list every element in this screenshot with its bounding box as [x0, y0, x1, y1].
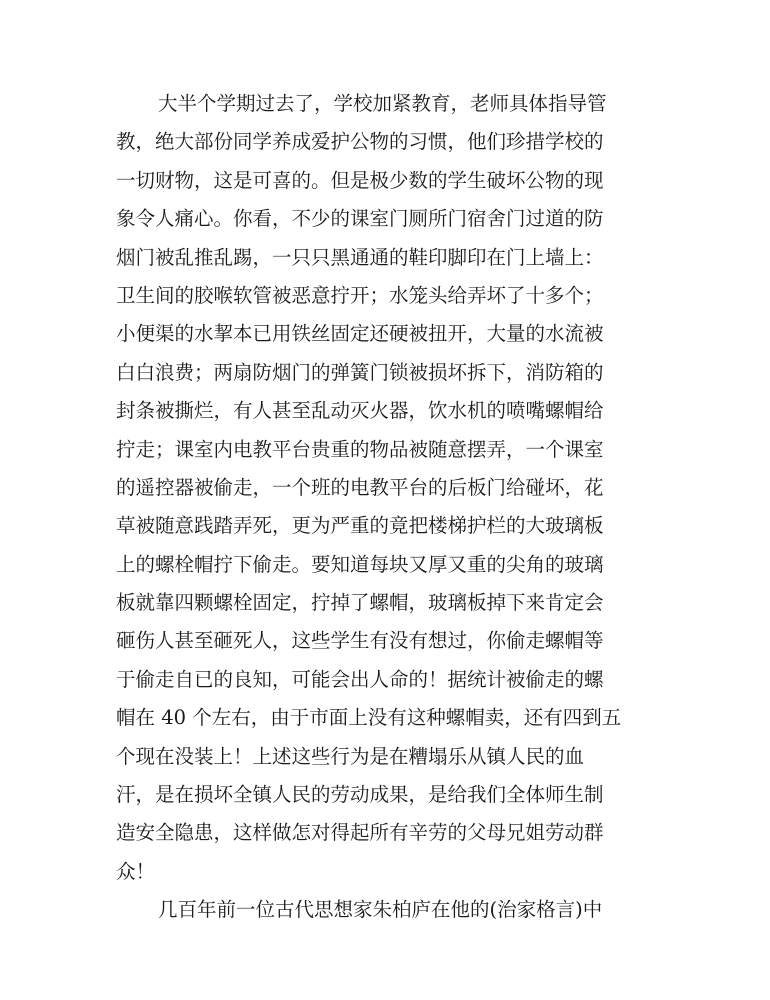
- text-line: 象令人痛心。你看，不少的课室门厕所门宿舍门过道的防: [116, 207, 604, 231]
- text-line: 板就靠四颗螺栓固定，拧掉了螺帽，玻璃板掉下来肯定会: [116, 591, 604, 615]
- text-line: 的遥控器被偷走，一个班的电教平台的后板门给碰坏，花: [116, 475, 604, 499]
- text-line: 帽在 40 个左右，由于市面上没有这种螺帽卖，还有四到五: [116, 706, 622, 730]
- text-line: 造安全隐患，这样做怎对得起所有辛劳的父母兄姐劳动群: [116, 821, 604, 845]
- paragraph-2: [116, 891, 656, 929]
- text-line: 上的螺栓帽拧下偷走。要知道每块又厚又重的尖角的玻璃: [116, 552, 604, 576]
- paragraph-1: [116, 85, 656, 891]
- text-line: 小便渠的水挈本已用铁丝固定还硬被扭开，大量的水流被: [116, 322, 604, 346]
- text-line: 教，绝大部份同学养成爱护公物的习惯，他们珍措学校的: [116, 130, 604, 154]
- text-line: 封条被撕烂，有人甚至乱动灭火器，饮水机的喷嘴螺帽给: [116, 399, 604, 423]
- text-line: 烟门被乱推乱踢，一只只黑通通的鞋印脚印在门上墙上：: [116, 245, 604, 269]
- text-line: 众！: [116, 859, 156, 883]
- text-line: 于偷走自已的良知，可能会出人命的！据统计被偷走的螺: [116, 667, 604, 691]
- text-line: 个现在没装上！上述这些行为是在糟塌乐从镇人民的血: [116, 744, 585, 768]
- text-line: 汗，是在损坏全镇人民的劳动成果，是给我们全体师生制: [116, 783, 604, 807]
- text-line: 大半个学期过去了，学校加紧教育，老师具体指导管: [158, 92, 607, 115]
- document-body: [116, 85, 656, 930]
- text-line: 卫生间的胶喉软管被恶意拧开；水笼头给弄坏了十多个；: [116, 283, 604, 307]
- text-line: 草被随意践踏弄死，更为严重的竟把楼梯护栏的大玻璃板: [116, 514, 604, 538]
- text-line: 白白浪费；两扇防烟门的弹簧门锁被损坏拆下，消防箱的: [116, 360, 604, 384]
- text-line: 砸伤人甚至砸死人，这些学生有没有想过，你偷走螺帽等: [116, 629, 604, 653]
- text-line: 几百年前一位古代思想家朱柏庐在他的(治家格言)中: [158, 898, 603, 922]
- text-line: 拧走；课室内电教平台贵重的物品被随意摆弄，一个课室: [116, 437, 604, 461]
- text-line: 一切财物，这是可喜的。但是极少数的学生破坏公物的现: [116, 168, 604, 192]
